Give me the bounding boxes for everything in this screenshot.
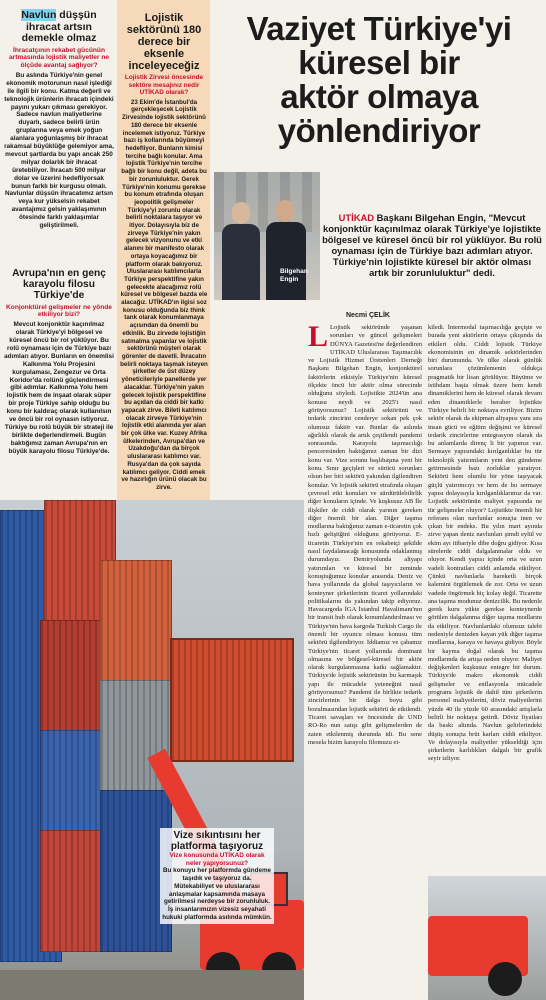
crane-photo-right	[428, 876, 546, 1000]
left-top-body: Bu aslında Türkiye'nin genel ekonomik motorunun nasıl işlediği ile ilgili bir konu. Katma değerli ve teknolojik ürünlerin ihracatı içindeki payını yukarı çıkması gerekiyor. Sadece navlun maliyetlerine duyarlı, sadece belirli ürün gruplarına veya emek yoğun alanlara yoğunlaşmış bir ihracat rakamsal büyüklüğe gelemiyor ama, mevcut şartlarda bu yapı ancak 250 milyar dolarlık bir ihracat üretebiliyor. İhracatı 500 milyar dolar ve üzerini hedefliyorsak bunun farklı bir kurgusu olmalı. Navlunlar düşsün ihracatımız artsın veya kur yükselsin rekabet avantajımız gelsin yaklaşımının ötesinde farklı yaklaşımlar geliştirilmeli.	[4, 71, 114, 230]
left-bottom-subtitle: Konjonktürel gelişmeler ne yönde etkiliyor bizi?	[6, 303, 112, 319]
left-top-title: Navlun düşşün ihracat artsın demekle olmaz	[21, 9, 97, 44]
headline-line-3: aktör olmaya	[280, 78, 478, 115]
article-column-1-text: Lojistik sektöründe yaşanan sorunları ve güncel gelişmeleri DÜNYA Gazetesi'ne değerlendiren UTİKAD Uluslararası Taşımacılık ve Lojistik Hizmet Üretenleri Derneği Başkanı Bilgehan Engin, konjonktürel faktörlerin etkisiyle Türkiye'nin küresel ölçekte öncü bir aktör olma sürecinde olduğunu söyledi. Lojistikte 2024'ün ana konusu neydi ve 2025'i nasıl görüyorsunuz? Lojistik sektörünü ve tedarik zincirini cenderye sokan pek çok olumsuz faktör var. Bunlar da aslında ağırlıklı olarak da artık çeşitlendi pandemi sonrasında. Karayolu taşımacılığı penceresinden baktığımız zaman bir dizi konu var. Vize sorunu başlıbaşına yeni bir konu. Sınır geçişleri ve sürücü sorunları olsun her biri sektörü yakından ilgilendiren konular. Ve lojistik sektörü etrafında oluşan çevresel etki konuları ve sürdürülebilirlik diğer konuların içinde. Ve kuşkusuz AB İle ilişkiler de ciddi olarak yarının gereken diğer önemli bir alan. Diğer taşıma modlarına baktığımız zaman e-ticaretin çok hızlı geliştiğini olduğunu görüyoruz. E-ticaretin Türkiye'nin en rekabetçi şekilde nasıl faydalanacağı konusunda odaklanmış durumdayız. Demiryolunda altyapı yatırımları ve küresel bir zeminde konuştuğumuz konular arasında. Deniz ve hava yollarında da global taşıyıcıların ve konteyner şirketlerinin ticaret yollarındaki politikalarını da yakından takip ediyoruz. Havacargoda İGA İstanbul Havalimanı'nın bir transit hub olarak konumlandırılması ve Türkiye'nin hava kargoda Turkish Cargo ile önemli bir oyuncu olması konusu tüm sektörü ilgilendiriyor. İddiamız ve çabamız Türkiye'nin ticaret yollarında dominant olmasına ve bölgesel-küresel bir aktör olarak kurgulanmasına katkı sağlamaktır. Türkiye'de lojistik sektörünün bu karmaşık yapı ile mücadele yeteneğini nasıl görüyorsunuz? Pandemi ile birlikte tedarik zincirlerinin bir dalga boyu gibi bozulmasından lojistik sektörü de etkilendi. Ticaret savaşları ve öncesinde de UND RO-Ro nun satışı gibi gelişmelerden de zaten etkilenmiş durumda idi. Bu sene mesela bizim karayolu filomuzu et-	[308, 324, 422, 746]
drop-cap: L	[308, 324, 329, 353]
headline-line-1: Vaziyet Türkiye'yi	[246, 10, 512, 47]
headline-line-2: küresel bir	[298, 44, 460, 81]
article-column-1	[308, 324, 422, 864]
headline-line-4: yönlendiriyor	[277, 112, 481, 149]
article-column-2	[428, 324, 542, 944]
middle-column	[120, 12, 208, 492]
left-bottom-body: Mevcut konjonktür kaçınılmaz olarak Türkiye'yi bölgesel ve küresel öncü bir rol yüklüyor. Bu rolü oynaması için de Türkiye bazı adımları atıyor. Bunların en önemlisi Kalkınma Yolu Projesini kurgulaması, Zengezur ve Orta Koridor'da rolünü güçlendirmesi gibi adımlar. Kalkınma Yolu hem lojistik hem de inşaat olarak süper bir proje Türkiye sahip olduğu bu konu bir kaldıraç olarak kullanılsın ve öncü bir rol oynasın istiyoruz. Türkiye bu rolü büyük bir strateji ile birlikte değerlendirmeli. Bugün baktığımız zaman Avrupa'nın en büyük karayolu filosu Türkiye'de.	[4, 321, 114, 455]
ground	[0, 970, 304, 1000]
portrait-photo	[214, 172, 320, 300]
photo-caption: Bilgehan Engin	[280, 268, 308, 283]
visa-title: Vize sıkıntısını her platforma taşıyoruz	[170, 830, 264, 852]
pull-quote-text: "Mevcut konjonktür kaçınılmaz olarak Türkiye'ye lojistikte bölgesel ve küresel öncü bir rol yüklüyor. Bu rolü oynaması için de Türkiye bazı adımları atıyor. Türkiye'nin lojistikte küresel bir aktör olması artık bir zorunluluktur" dedi.	[322, 212, 542, 278]
lifted-container	[170, 638, 294, 762]
crane-right-wheel	[488, 962, 522, 996]
article-column-2-text: kiledi. İntermodal taşımacılığa geçişte ve burada yeni aktörlerin ortaya çıkışında da etkileri oldu. Ciddi lojistik Türkiye ekonomisinin en dinamik sektörlerinden biri durumunda. Ve ülke olarak günlük sorunlara çözümlemenin oldukça pragmatik bir lisan görülüyor. Büyüme ve istihdam başta olmak üzere hem kendi dinamiklerini hem de küresel olarak devam eden dinamiklerle beraber lojistikte Türkiye belirli bir noktaya evriliyor. Bizim sektör olarak da ekipman altyapısı yanı sıra insan gücü ve eğitim değişimi ve küresel tedarik zincirlerine entegrasyon olarak da bu anlamlarda direnç li bir yapımız var. Sermaye yapısındaki kırılganlıklar bu tür teknolojik yatırımların yeni den gündeme getirmesinde bazı zorluklar yaratıyor. Sektörü hem olumlu bir yöne taşıyacak güçlü yatırımcıyı ve hem de bu sermaye yapısı dolayısıyla kırılganlıklarımız da var. Lojistik sektörünün maliyet yapısında ne tür gelişmeler oluyor? Lojistikte önemli bir referans olan navlunlar sonuçta inen ve çıkan bir endeks. Bu yılın mart ayında zirve yapan deniz navlunları şimdi eylül ve ekim ayı itibariyle dibe doğru gidiyor. Kısa sürelerde ciddi dalgalanmalar oldu ve oluyor. Kendi yapısı içinde orta ve uzun vadeli kontratları ciddi anlamda etkiliyor. Çünkü navlunlarla hareketli birçok kalemini örgütlemek de zor. Orta ve uzun vadede öngörmek hiç kolay değil. Ticarette ana taşıma modunuz denizcilik. Bu nedenle gerek kuru yükte gerekse konteynerde görülen dalgalanma diğer taşıma modlarını da etkiliyor. Navlunlardaki olumsuz talebi nedeniyle denizden kayan yük diğer taşıma modlarına, karaya ve havaya gidiyor. Böyle bir kayma doğal olarak bu taşıma modlarında da artışa neden oluyor. Maliyet değişkenleri kuşkusuz entegre bir durum. Türkiye'de makro ekonomik ciddi gelişmeler ve enflasyonla mücadele programı lojistik de dahil tüm şirketlerin personel maliyetlerini, döviz maliyetlerini yüzde 40 ile yüzde 60 arasındaki artışlarla belirli bir noktaya getirdi. Döviz fiyatları da baskı altında. Navlun gelirlerindeki düşüş sonuçta brüt karları ciddi etkiliyor. Ve dolayısıyla maliyetler yükseldiği için şirketlerin karlılıkları dalgalı bir grafik seyir izliyor.	[428, 324, 542, 763]
container-port-photo	[0, 500, 304, 1000]
visa-box	[160, 828, 274, 924]
left-bottom-title: Avrupa'nın en genç karayolu filosu Türkiye'de	[12, 268, 106, 302]
container-stack-orange	[100, 560, 172, 682]
person-right-body	[266, 222, 306, 300]
pull-quote-lead: UTİKAD	[338, 212, 375, 223]
left-top-subtitle: İhracatçının rekabet gücünün artmasında lojistik maliyetler ne ölçüde avantaj sağlıyor?	[8, 46, 110, 70]
person-left-head	[232, 202, 250, 224]
left-column-top	[4, 10, 114, 230]
person-left-body	[222, 224, 260, 300]
pull-quote	[322, 212, 542, 278]
pull-quote-name: Başkanı Bilgehan Engin,	[376, 212, 487, 223]
visa-subtitle: Vize konusunda UTİKAD olarak neler yapıyorsunuz?	[169, 852, 265, 867]
person-right-head	[276, 200, 294, 222]
left-column-bottom	[4, 268, 114, 456]
headline	[214, 12, 544, 148]
portrait-background-shelf	[214, 172, 320, 232]
middle-subtitle: Lojistik Zirvesi öncesinde sektöre mesajınız nedir UTİKAD olarak?	[124, 74, 204, 97]
visa-body: Bu konuyu her platformda gündeme taşıdık ve taşıyoruz da. Mütekabiliyet ve uluslararası anlaşmalar kapsamında masaya getirilmesi nerdeyse bir zorunluluk. İş insanlarımızın vizesiz seyahati hukuki platformda asılında mümkün.	[162, 867, 272, 921]
middle-title: Lojistik sektörünü 180 derece bir eksenle inceleyeceğiz	[126, 12, 202, 72]
author-byline: Necmi ÇELİK	[346, 312, 390, 319]
middle-body: 23 Ekim'de İstanbul'da gerçekleşecek Lojistik Zirvesinde lojistik sektörünü 180 derece bir eksenle incelemek istiyoruz. Türkiye bazı iş kollarında büyümeyi hedefliyor. Bunların kimisi tercihe bağlı konular. Ama lojistik Türkiye'nin tercihe bağlı bir konu değil, adeta bu bir zorunluluktur. Gerek Türkiye'nin konumu gerekse bu konum etrafında oluşan jeopolitik gelişmeler Türkiye'yi zorunlu olarak belirli noktalara taşıyor ve itiyor. Dolayısıyla biz de zirveye Türkiye'nin yakın gelecek vizyonunu ve etki alanını bir manifesto olarak ortaya koyacağımız bir platform olarak bakıyoruz. Uluslararası katılımcılarla Türkiye perspektifine yakın gelecekte alacağımız rolü küresel ve bölgesel bazda ele alacağız. UTİKAD'ın ilgisi soz konusu olduğunda biz think tank olarak konumlanmaya açısından da önemli bu etkinlik. Bu zirvede lojistiğin satmalma yapanlar ve lojistik sektörünü müşteri olarak görenler de davetli. İhracatın belirli noktaya taşmak isteyen şirketler de üst düzey yöneticileriyle panellerde yer alacaklar. Türkiye'nin yakın gelecek lojistik perspektifine bu açıdan da ciddi bir katkı yapacak zirve. Bileti katılımcı olacak zirveye Türkiye'nin lojistik etki alanında yer alan bir çok ülke var. Kuzey Afrika ülkelerinden, Avrupa'dan ve Uzakdoğu'dan da birçok uluslararası katılımcı var. Rusya'dan da çok sayıda katılımcı geliyor. Ciddi emek ve hazırlığın ürünü olacak bu zirve.	[120, 98, 208, 491]
left-top-title-highlight: Navlun	[21, 9, 57, 21]
